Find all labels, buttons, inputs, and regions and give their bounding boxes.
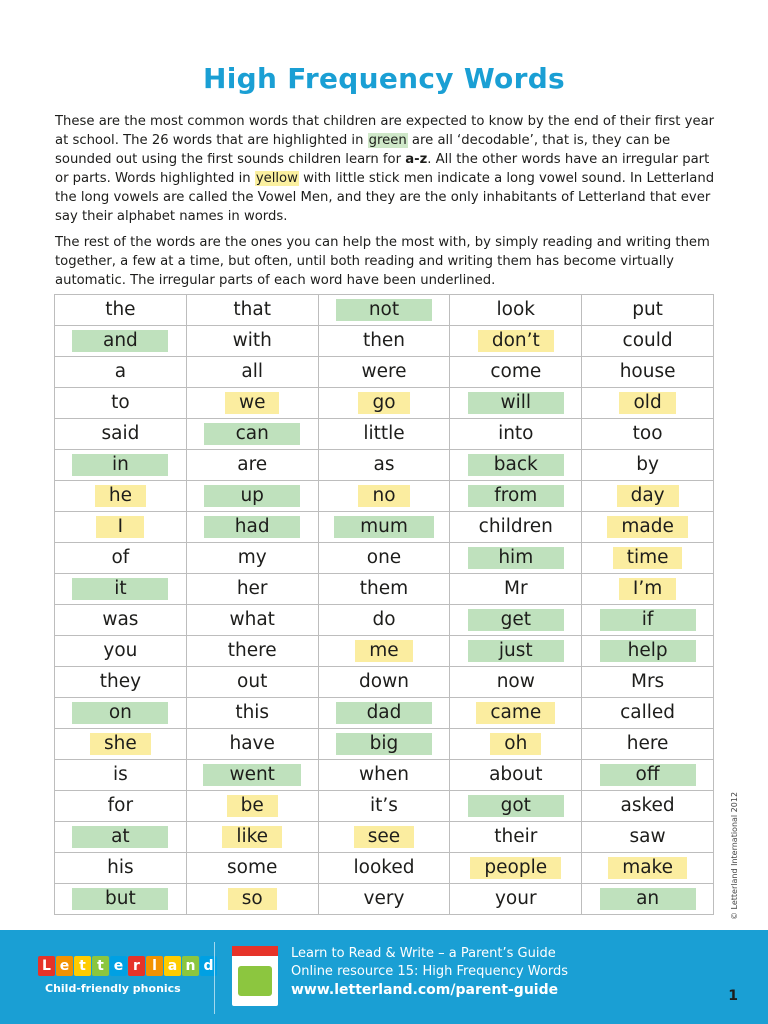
word-cell [186,574,318,605]
intro-text-part: are all ‘decodable’, that is, they can be sounded out using the first sounds children learn for [55,133,671,167]
word: with [232,330,272,351]
word-cell [450,512,582,543]
word-cell [450,574,582,605]
word: looked [353,857,415,878]
word: my [237,547,267,568]
word: their [494,826,538,847]
word: a [114,361,127,382]
word-row [55,295,714,326]
word: children [478,516,553,537]
word: it’s [370,795,398,816]
word-yellow-highlight: me [355,640,412,662]
word: some [227,857,278,878]
word-cell [55,543,187,574]
word-green-highlight: him [468,547,564,569]
word: out [237,671,268,692]
word: down [359,671,409,692]
word-cell [582,419,714,450]
word-cell [186,419,318,450]
word-row [55,698,714,729]
word-cell [582,698,714,729]
word-yellow-highlight: like [222,826,282,848]
word: little [363,423,405,444]
a-z-text: a-z [405,152,428,167]
word: was [102,609,139,630]
word-cell [450,419,582,450]
word-cell [582,667,714,698]
word: by [636,454,659,475]
word: when [359,764,409,785]
word-cell [186,698,318,729]
word-yellow-highlight: be [227,795,278,817]
word-cell [55,698,187,729]
word-green-highlight: went [203,764,301,786]
word: said [101,423,140,444]
word-yellow-highlight: don’t [478,330,554,352]
word-cell [318,326,450,357]
word-cell [186,543,318,574]
word-cell [318,822,450,853]
word-cell [55,822,187,853]
logo-letter: a [164,956,181,976]
word-yellow-highlight: he [95,485,146,507]
word-cell [450,760,582,791]
word: is [113,764,128,785]
word-cell [318,450,450,481]
logo-letter: r [128,956,145,976]
word-cell [55,636,187,667]
word: into [498,423,534,444]
footer-line-1: Learn to Read & Write – a Parent’s Guide [291,946,556,961]
word-table [54,294,714,915]
footer-divider [214,942,215,1014]
word-cell [55,295,187,326]
word: now [496,671,535,692]
word-cell [55,853,187,884]
word-cell [55,667,187,698]
word-cell [186,481,318,512]
footer-banner [0,930,768,1024]
word-green-highlight: off [600,764,696,786]
word: this [235,702,270,723]
book-cover-band [232,946,278,956]
word-cell [450,636,582,667]
word-row [55,729,714,760]
word: look [496,299,536,320]
word: they [99,671,142,692]
word-cell [582,295,714,326]
word-green-highlight: it [72,578,168,600]
word: you [103,640,138,661]
word-cell [450,667,582,698]
intro-text-part: . All the other words have an irregular part or parts. Words highlighted in [55,152,710,186]
word: could [622,330,673,351]
word-row [55,543,714,574]
word-row [55,884,714,915]
word-green-highlight: from [468,485,564,507]
word-cell [450,450,582,481]
word-cell [318,760,450,791]
word-yellow-highlight: I’m [619,578,676,600]
word-green-highlight: will [468,392,564,414]
word-cell [582,791,714,822]
word-cell [186,791,318,822]
word-yellow-highlight: came [476,702,555,724]
logo-letter: d [200,956,217,976]
word-cell [55,481,187,512]
word-cell [55,729,187,760]
word-green-highlight: back [468,454,564,476]
word-green-highlight: in [72,454,168,476]
word: of [111,547,130,568]
word-cell [450,295,582,326]
word-cell [55,326,187,357]
word: have [229,733,275,754]
word-green-highlight: got [468,795,564,817]
letterland-logo[interactable] [38,956,217,976]
logo-letter: t [74,956,91,976]
word-yellow-highlight: we [225,392,280,414]
intro-paragraph-2: The rest of the words are the ones you can help the most with, by simply reading and writing them together, a few at a time, but often, until both reading and writing them has become virtually automatic. The irregular parts of each word have been underlined. [55,235,710,288]
logo-letter: n [182,956,199,976]
word-row [55,853,714,884]
footer-line-2: Online resource 15: High Frequency Words [291,964,568,979]
word-green-highlight: big [336,733,432,755]
word-cell [318,884,450,915]
word-cell [55,605,187,636]
word-yellow-highlight: no [358,485,409,507]
word-yellow-highlight: so [228,888,277,910]
word-cell [450,822,582,853]
word-yellow-highlight: made [607,516,687,538]
word-row [55,636,714,667]
word-row [55,388,714,419]
word: asked [620,795,675,816]
word: for [107,795,134,816]
word: come [490,361,542,382]
word: one [366,547,402,568]
word: saw [629,826,666,847]
word-row [55,326,714,357]
logo-letter: t [92,956,109,976]
word: that [233,299,271,320]
word-cell [582,326,714,357]
word-cell [318,574,450,605]
word-cell [450,326,582,357]
word-cell [450,698,582,729]
word: here [626,733,669,754]
word: the [105,299,136,320]
intro-text-part: These are the most common words that children are expected to know by the end of their first year at school. The 26 words that are highlighted in [55,114,715,148]
word: are [237,454,268,475]
word: all [241,361,263,382]
word: them [359,578,409,599]
word-yellow-highlight: day [617,485,679,507]
word-cell [55,791,187,822]
word-cell [450,481,582,512]
word-cell [55,512,187,543]
intro-text-part: with little stick men indicate a long vowel sound. In Letterland the long vowels are called the Vowel Men, and they are the only inhabitants of Letterland that ever say their alphabet names in words. [55,171,715,224]
word-green-highlight: but [72,888,168,910]
word-row [55,760,714,791]
word-row [55,791,714,822]
word-cell [186,605,318,636]
word-cell [318,698,450,729]
word: her [236,578,268,599]
word-green-highlight: mum [334,516,434,538]
word-cell [582,512,714,543]
logo-tagline: Child-friendly phonics [45,982,181,995]
word-row [55,822,714,853]
word-row [55,512,714,543]
word-cell [582,853,714,884]
word-cell [186,357,318,388]
word-cell [582,884,714,915]
word-cell [450,357,582,388]
word-yellow-highlight: I [96,516,144,538]
word-yellow-highlight: go [358,392,409,414]
word-cell [450,605,582,636]
word-cell [582,574,714,605]
word-green-highlight: help [600,640,696,662]
word-green-highlight: if [600,609,696,631]
book-cover-picture [238,966,272,996]
word-cell [186,450,318,481]
word-cell [55,419,187,450]
yellow-highlight-example: yellow [255,171,298,186]
word-row [55,419,714,450]
guide-book-cover-icon [232,946,278,1006]
word-cell [318,419,450,450]
word: Mr [504,578,528,599]
word-yellow-highlight: make [608,857,687,879]
intro-text [55,112,715,297]
word-cell [318,667,450,698]
word: about [489,764,543,785]
word-cell [582,543,714,574]
word-cell [450,388,582,419]
word-cell [318,605,450,636]
word-cell [318,388,450,419]
logo-letter: l [146,956,163,976]
word-yellow-highlight: oh [490,733,541,755]
footer-text [291,945,568,999]
word-cell [186,388,318,419]
word-cell [318,853,450,884]
word-cell [186,884,318,915]
word-green-highlight: just [468,640,564,662]
word-yellow-highlight: time [613,547,683,569]
word-cell [318,295,450,326]
logo-letter: e [110,956,127,976]
page-title: High Frequency Words [202,62,566,95]
word: house [619,361,676,382]
intro-paragraph-1 [55,112,715,226]
word-yellow-highlight: see [354,826,414,848]
word-row [55,481,714,512]
word-green-highlight: dad [336,702,432,724]
word-green-highlight: on [72,702,168,724]
word-cell [186,853,318,884]
word: Mrs [630,671,665,692]
word-cell [582,822,714,853]
word-cell [582,636,714,667]
logo-letter: e [56,956,73,976]
word: there [227,640,277,661]
word-yellow-highlight: she [90,733,151,755]
word-row [55,357,714,388]
word-cell [318,357,450,388]
word-cell [318,543,450,574]
word-cell [450,729,582,760]
page-number: 1 [728,988,738,1004]
word-cell [55,450,187,481]
word-green-highlight: an [600,888,696,910]
word-green-highlight: at [72,826,168,848]
word-cell [582,760,714,791]
word: to [111,392,130,413]
word-row [55,574,714,605]
word-green-highlight: had [204,516,300,538]
word: his [107,857,134,878]
word-green-highlight: get [468,609,564,631]
word: were [361,361,407,382]
word-cell [582,357,714,388]
word-green-highlight: can [204,423,300,445]
word-cell [450,791,582,822]
word-green-highlight: not [336,299,432,321]
footer-url-link[interactable]: www.letterland.com/parent-guide [291,982,559,998]
word-cell [186,729,318,760]
word: what [229,609,275,630]
word-cell [318,481,450,512]
green-highlight-example: green [368,133,407,148]
word: very [363,888,405,909]
word-row [55,667,714,698]
word-cell [582,388,714,419]
word-cell [186,760,318,791]
word-row [55,605,714,636]
word-cell [186,512,318,543]
word-cell [186,295,318,326]
word-cell [186,667,318,698]
word-cell [582,605,714,636]
logo-letter: L [38,956,55,976]
word-cell [318,636,450,667]
word-yellow-highlight: old [619,392,675,414]
word-cell [582,729,714,760]
word: as [373,454,395,475]
word-cell [450,853,582,884]
word-cell [55,357,187,388]
word-cell [318,512,450,543]
copyright-credit: © Letterland International 2012 [730,791,739,920]
word-cell [186,326,318,357]
word-yellow-highlight: people [470,857,561,879]
word-cell [450,884,582,915]
word-cell [55,388,187,419]
word-cell [582,450,714,481]
word-cell [55,574,187,605]
word-cell [318,729,450,760]
word: then [362,330,406,351]
word: too [632,423,663,444]
word: put [632,299,663,320]
word-cell [450,543,582,574]
word: do [372,609,396,630]
word: called [620,702,676,723]
word-green-highlight: and [72,330,168,352]
word-cell [318,791,450,822]
word-row [55,450,714,481]
word-cell [186,822,318,853]
word-cell [55,760,187,791]
word-cell [55,884,187,915]
word-cell [582,481,714,512]
word: your [494,888,537,909]
word-green-highlight: up [204,485,300,507]
word-cell [186,636,318,667]
